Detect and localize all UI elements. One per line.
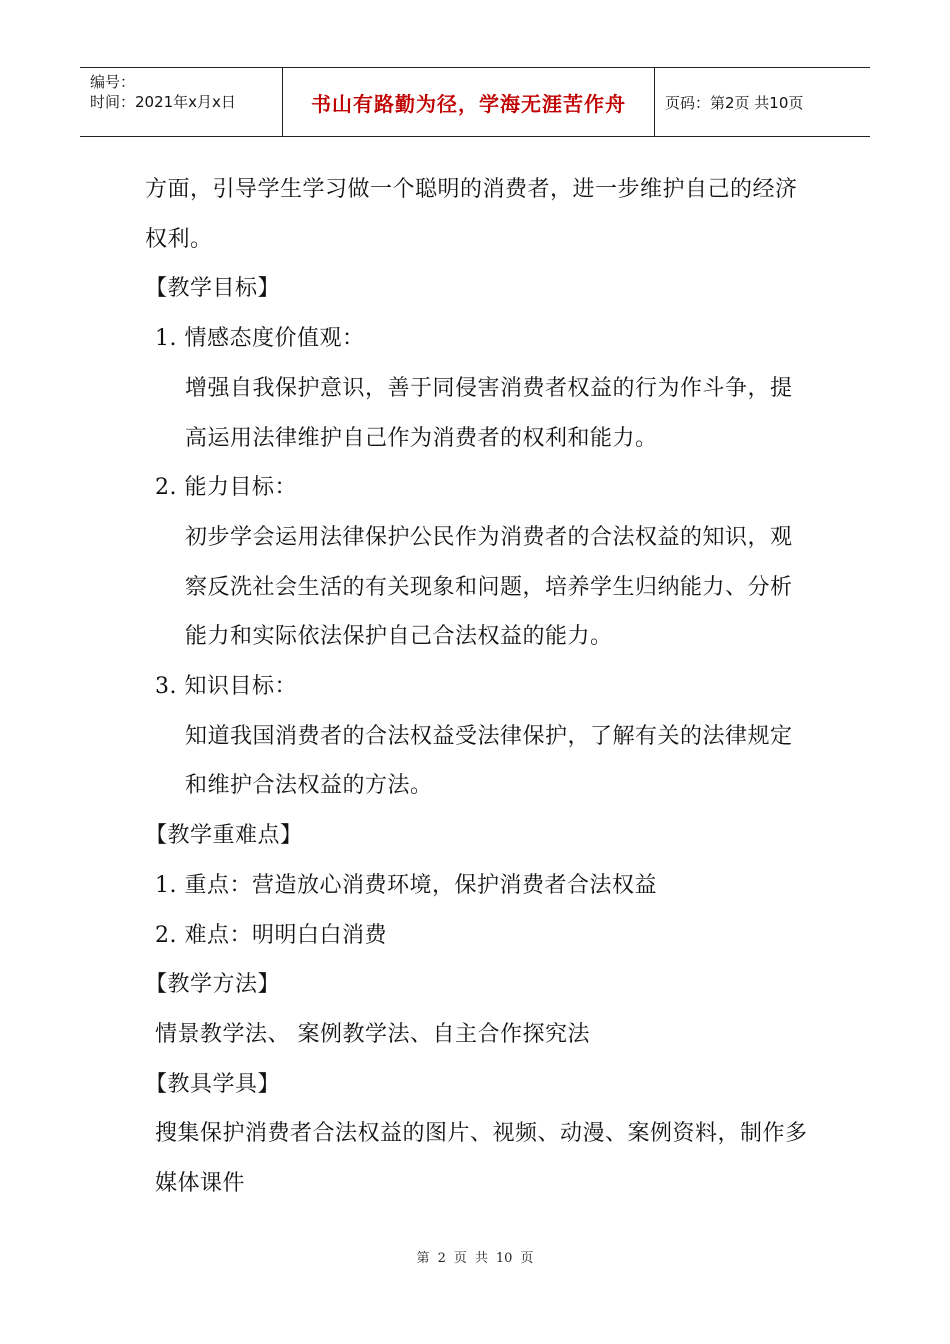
page-footer xyxy=(0,1247,950,1266)
footer-total-prefix: 共 xyxy=(474,1251,488,1266)
footer-page-prefix: 第 xyxy=(416,1251,430,1266)
keypoint-item: 2. 难点：明明白白消费 xyxy=(155,923,387,948)
header-meta xyxy=(80,68,283,136)
goal-title: 2. 能力目标： xyxy=(155,475,297,500)
serial-number-label: 编号： xyxy=(90,73,136,91)
section-heading-keypoints: 【教学重难点】 xyxy=(145,823,303,848)
paragraph-line: 初步学会运用法律保护公民作为消费者的合法权益的知识，观 xyxy=(185,525,793,550)
section-heading-tools: 【教具学具】 xyxy=(145,1072,281,1097)
paragraph-line: 高运用法律维护自己作为消费者的权利和能力。 xyxy=(185,426,658,451)
goal-title: 1. 情感态度价值观： xyxy=(155,326,365,351)
header-motto: 书山有路勤为径，学海无涯苦作舟 xyxy=(283,68,655,136)
header-page-info: 页码：第2页 共10页 xyxy=(665,93,804,112)
paragraph-line: 能力和实际依法保护自己合法权益的能力。 xyxy=(185,624,613,649)
document-header xyxy=(80,67,870,137)
paragraph-line: 权利。 xyxy=(145,227,213,252)
section-heading-goals: 【教学目标】 xyxy=(145,276,281,301)
paragraph-line: 搜集保护消费者合法权益的图片、视频、动漫、案例资料，制作多 xyxy=(155,1121,808,1146)
goal-title: 3. 知识目标： xyxy=(155,674,297,699)
paragraph-line: 方面，引导学生学习做一个聪明的消费者，进一步维护自己的经济 xyxy=(145,177,798,202)
date-label: 时间：2021年x月x日 xyxy=(90,93,236,111)
paragraph-line: 媒体课件 xyxy=(155,1171,246,1196)
paragraph-line: 和维护合法权益的方法。 xyxy=(185,773,433,798)
paragraph-line: 知道我国消费者的合法权益受法律保护，了解有关的法律规定 xyxy=(185,724,793,749)
footer-page-number: 2 xyxy=(437,1251,446,1266)
paragraph-line: 增强自我保护意识，善于同侵害消费者权益的行为作斗争，提 xyxy=(185,376,793,401)
paragraph-line: 察反洗社会生活的有关现象和问题，培养学生归纳能力、分析 xyxy=(185,575,793,600)
section-heading-methods: 【教学方法】 xyxy=(145,972,281,997)
methods-text: 情景教学法、 案例教学法、自主合作探究法 xyxy=(155,1022,590,1047)
footer-page-unit: 页 xyxy=(453,1251,467,1266)
footer-total-unit: 页 xyxy=(520,1251,534,1266)
keypoint-item: 1. 重点：营造放心消费环境，保护消费者合法权益 xyxy=(155,873,657,898)
footer-total-number: 10 xyxy=(495,1251,513,1266)
